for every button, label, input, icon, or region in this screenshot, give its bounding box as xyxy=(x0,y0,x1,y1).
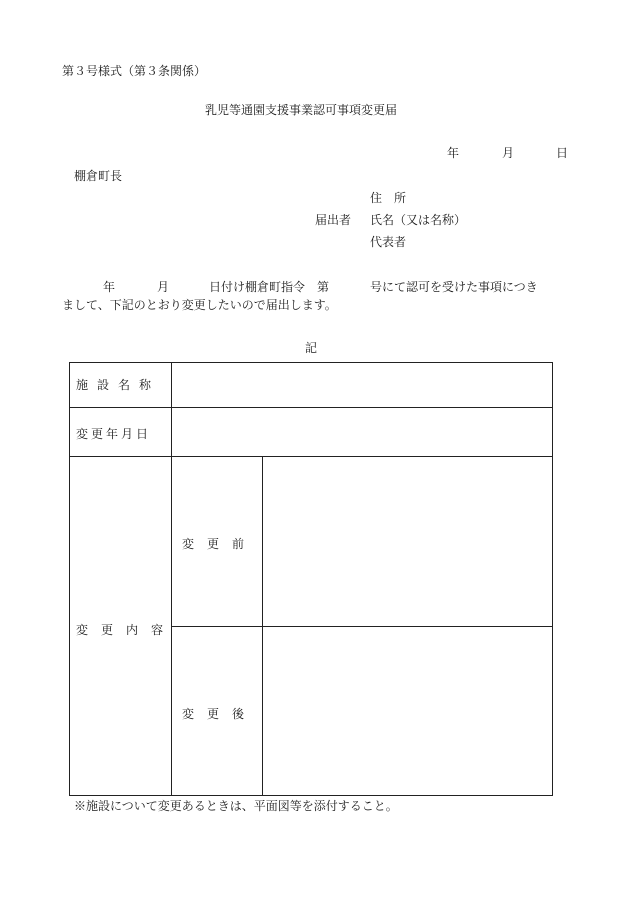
date-month-label: 月 xyxy=(502,146,515,160)
body-mid-text: 日付け棚倉町指令 第 xyxy=(209,280,330,294)
body-end-text: 号にて認可を受けた事項につき xyxy=(370,280,538,294)
applicant-name-label: 氏名（又は名称） xyxy=(370,213,467,227)
before-change-field[interactable] xyxy=(263,457,552,626)
ki-heading: 記 xyxy=(305,341,318,355)
form-number: 第３号様式（第３条関係） xyxy=(62,64,207,78)
change-content-label: 変更内容 xyxy=(76,623,177,637)
attachment-note: ※施設について変更あるときは、平面図等を添付すること。 xyxy=(74,799,398,813)
after-change-label: 変更後 xyxy=(182,707,258,721)
change-date-label: 変更年月日 xyxy=(76,427,152,441)
date-day-label: 日 xyxy=(556,146,569,160)
document-title: 乳児等通園支援事業認可事項変更届 xyxy=(205,103,398,117)
body-month: 月 xyxy=(157,280,170,294)
facility-name-label: 施設名称 xyxy=(76,378,161,392)
change-table xyxy=(69,362,553,796)
change-date-field[interactable] xyxy=(172,408,552,456)
facility-name-field[interactable] xyxy=(172,363,552,407)
body-line-2: まして、下記のとおり変更したいので届出します。 xyxy=(62,298,337,312)
applicant-address-label: 住 所 xyxy=(370,191,407,205)
body-year: 年 xyxy=(103,280,116,294)
applicant-representative-label: 代表者 xyxy=(370,235,407,249)
after-change-field[interactable] xyxy=(263,627,552,795)
addressee: 棚倉町長 xyxy=(74,169,123,183)
applicant-label: 届出者 xyxy=(315,213,352,227)
before-change-label: 変更前 xyxy=(182,537,258,551)
date-year-label: 年 xyxy=(447,146,460,160)
